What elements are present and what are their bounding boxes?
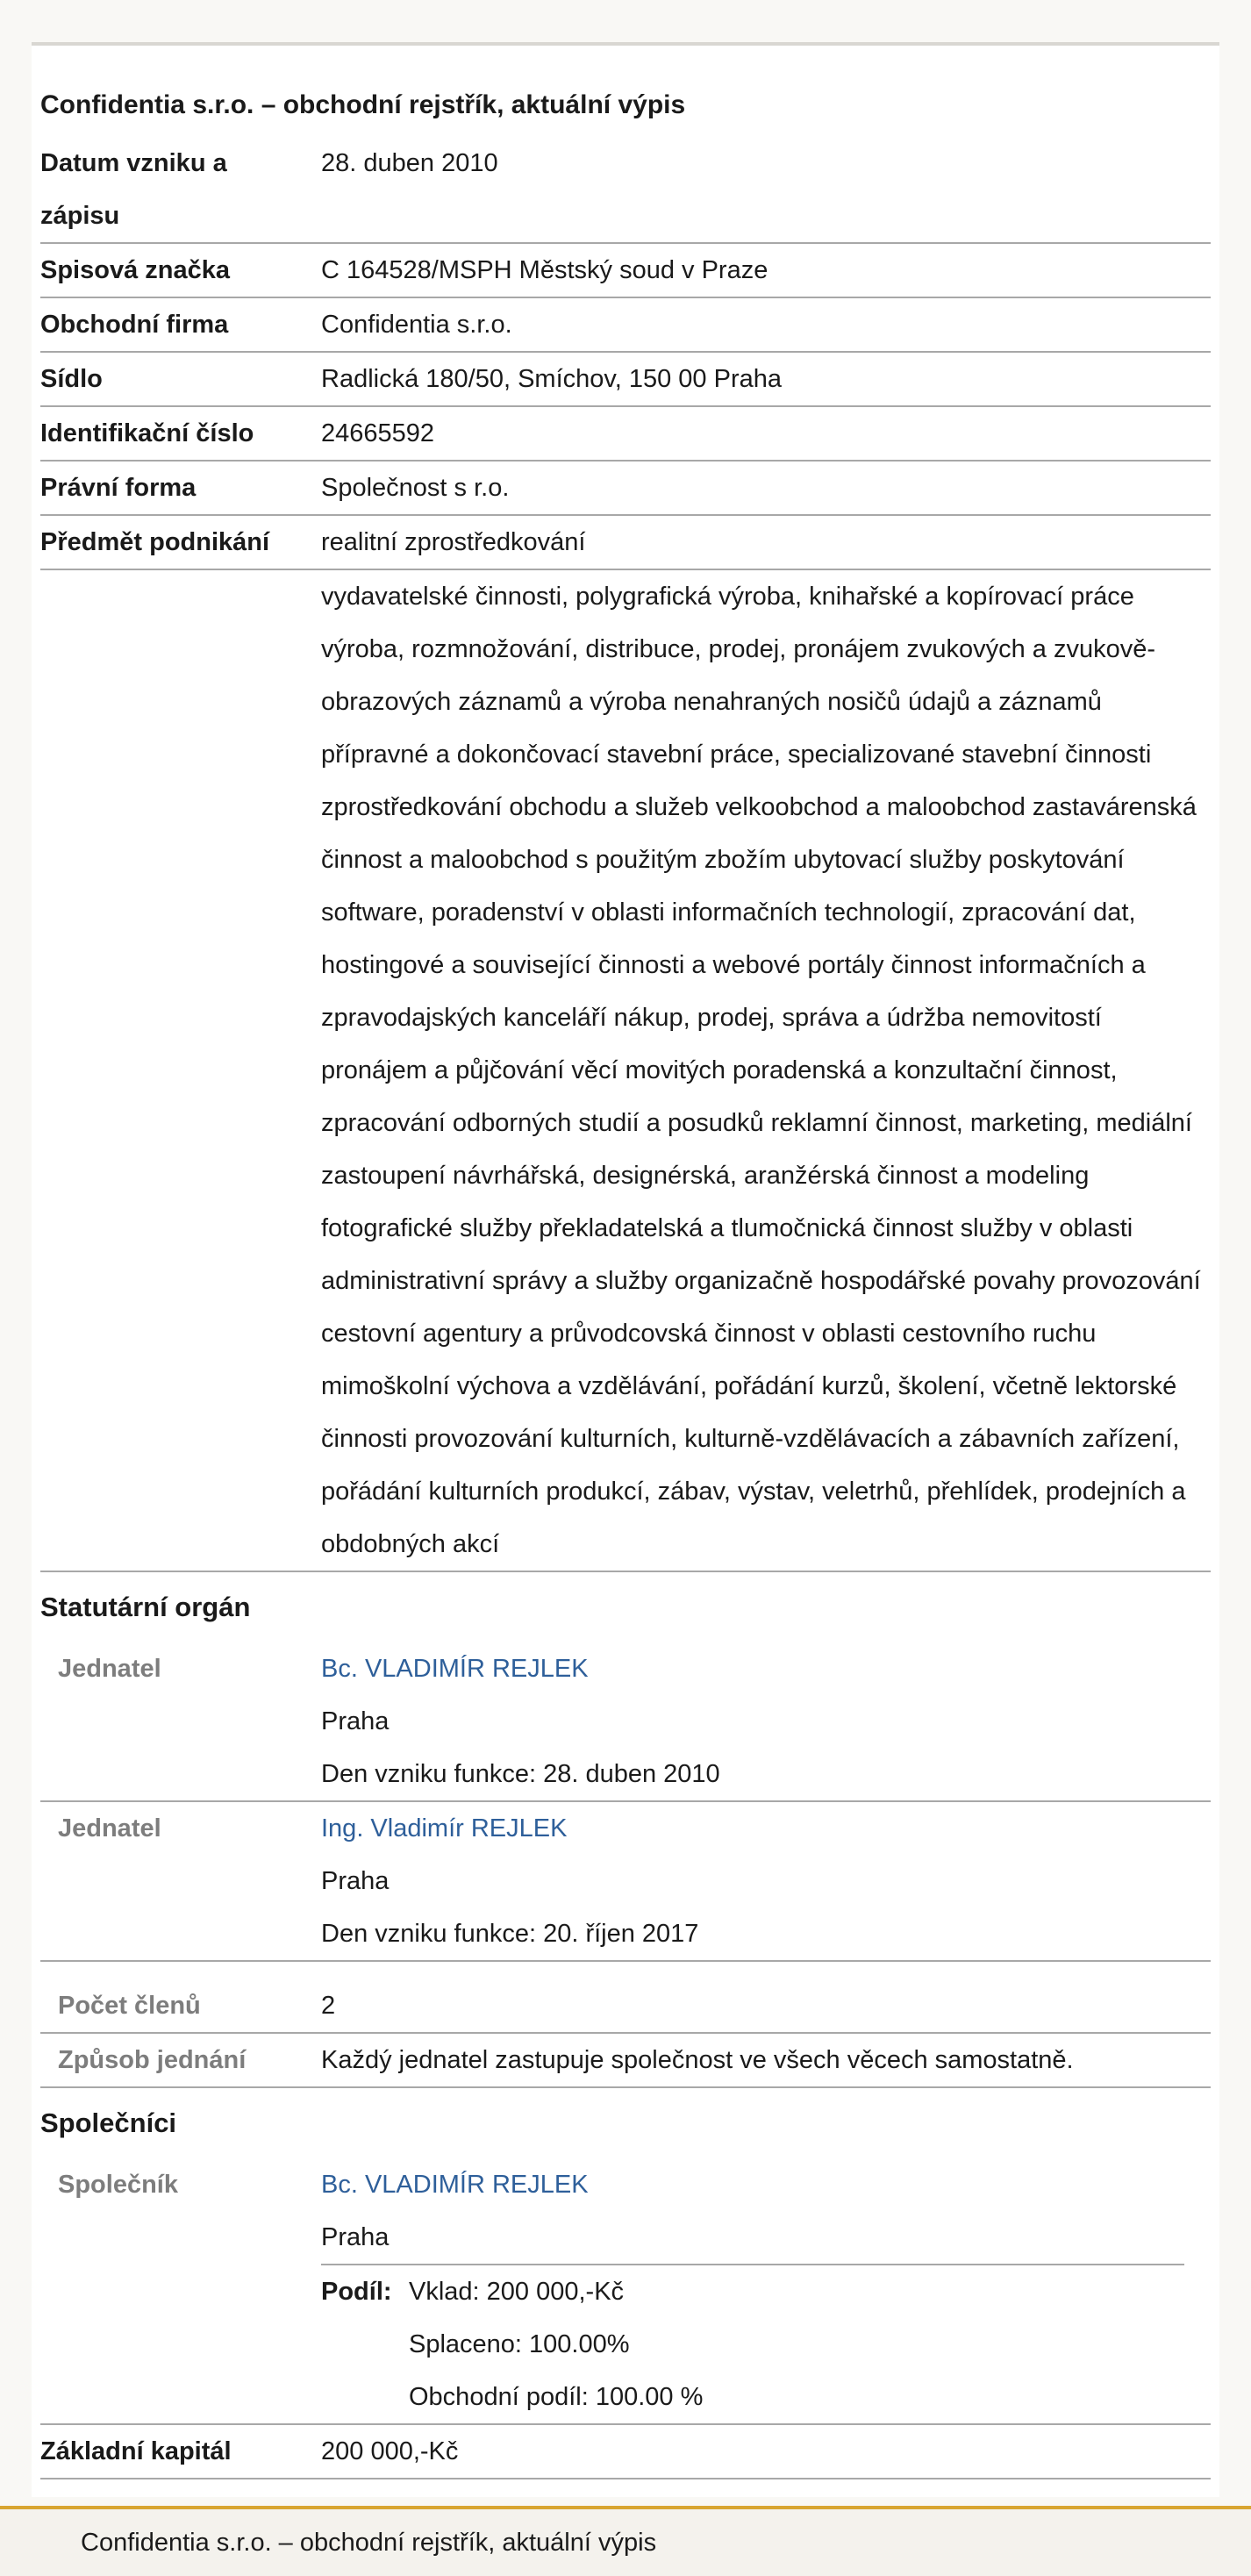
field-value: realitní zprostředkování <box>321 528 586 556</box>
field-label: Datum vzniku a zápisu <box>40 149 227 230</box>
share-label: Podíl: <box>321 2278 392 2306</box>
member-city: Praha <box>321 1707 390 1735</box>
share-obchodni-podil: Obchodní podíl: 100.00 % <box>409 2383 704 2411</box>
member-row <box>40 1642 1211 1802</box>
field-label: Předmět podnikání <box>40 528 270 556</box>
empty-label <box>40 570 321 1571</box>
row-sidlo <box>40 353 1211 407</box>
field-label: Sídlo <box>40 365 103 393</box>
row-pocet-clenu <box>40 1979 1211 2034</box>
share-details <box>409 2265 703 2423</box>
member-row <box>40 1802 1211 1962</box>
share-splaceno: Splaceno: 100.00% <box>409 2330 630 2358</box>
member-since: Den vzniku funkce: 20. říjen 2017 <box>321 1920 699 1948</box>
document-card <box>32 46 1219 2497</box>
field-label: Základní kapitál <box>40 2437 232 2465</box>
field-label: Způsob jednání <box>58 2046 247 2074</box>
section-heading-statutarni: Statutární orgán <box>40 1592 251 1622</box>
row-obchodni-firma <box>40 298 1211 353</box>
row-pravni-forma <box>40 462 1211 516</box>
field-value-long: vydavatelské činnosti, polygrafická výroba, knihařské a kopírovací práce výroba, rozmnožování, distribuce, prodej, pronájem zvukových a zvukově-obrazových záznamů a výroba nenahraných nosičů údajů a záznamů přípravné a dokončovací stavební práce, specializované stavební činnosti zprostředkování obchodu a služeb velkoobchod a maloobchod zastavárenská činnost a maloobchod s použitým zbožím ubytovací služby poskytování software, poradenství v oblasti informačních technologií, zpracování dat, hostingové a související činnosti a webové portály činnost informačních a zpravodajských kanceláří nákup, prodej, správa a údržba nemovitostí pronájem a půjčování věcí movitých poradenská a konzultační činnost, zpracování odborných studií a posudků reklamní činnost, marketing, mediální zastoupení návrhářská, designérská, aranžérská činnost a modeling fotografické služby překladatelská a tlumočnická činnost služby v oblasti administrativní správy a služby organizačně hospodářské povahy provozování cestovní agentury a průvodcovská činnost v oblasti cestovního ruchu mimoškolní výchova a vzdělávání, pořádání kurzů, školení, včetně lektorské činnosti provozování kulturních, kulturně-vzdělávacích a zábavních zařízení, pořádání kulturních produkcí, zábav, výstav, veletrhů, přehlídek, prodejních a obdobných akcí <box>321 583 1201 1558</box>
partner-details <box>321 2158 1211 2423</box>
field-value: Radlická 180/50, Smíchov, 150 00 Praha <box>321 365 783 393</box>
member-role: Jednatel <box>58 1655 161 1683</box>
member-name-link[interactable]: Ing. Vladimír REJLEK <box>321 1814 568 1843</box>
footer-text: Confidentia s.r.o. – obchodní rejstřík, aktuální výpis <box>81 2529 657 2557</box>
row-spisova-znacka <box>40 244 1211 298</box>
field-value: C 164528/MSPH Městský soud v Praze <box>321 256 768 284</box>
field-value: 24665592 <box>321 419 435 447</box>
member-since: Den vzniku funkce: 28. duben 2010 <box>321 1760 720 1788</box>
row-predmet-podnikani-extra <box>40 570 1211 1572</box>
field-value: Confidentia s.r.o. <box>321 311 512 339</box>
share-box <box>321 2264 1184 2423</box>
partner-city: Praha <box>321 2223 390 2251</box>
field-label: Spisová značka <box>40 256 230 284</box>
partner-name-link[interactable]: Bc. VLADIMÍR REJLEK <box>321 2171 589 2199</box>
field-value: Každý jednatel zastupuje společnost ve všech věcech samostatně. <box>321 2046 1074 2074</box>
field-value: 28. duben 2010 <box>321 149 498 177</box>
field-value: Společnost s r.o. <box>321 474 510 502</box>
field-value: 2 <box>321 1992 336 2020</box>
row-zakladni-kapital <box>40 2425 1211 2479</box>
footer-bar <box>0 2506 1251 2576</box>
field-label: Identifikační číslo <box>40 419 254 447</box>
field-label: Obchodní firma <box>40 311 229 339</box>
member-name-link[interactable]: Bc. VLADIMÍR REJLEK <box>321 1655 589 1683</box>
member-details <box>321 1642 1211 1800</box>
partner-role: Společník <box>58 2171 178 2199</box>
spacer <box>40 1962 1211 1979</box>
row-ico <box>40 407 1211 462</box>
row-datum-vzniku <box>40 137 1211 244</box>
document-body <box>40 81 1211 2479</box>
section-heading-spolecnici: Společníci <box>40 2107 177 2138</box>
field-label: Počet členů <box>58 1992 201 2020</box>
member-role: Jednatel <box>58 1814 161 1843</box>
field-label: Právní forma <box>40 474 197 502</box>
row-predmet-podnikani <box>40 516 1211 570</box>
page-title: Confidentia s.r.o. – obchodní rejstřík, aktuální výpis <box>40 90 686 119</box>
member-details <box>321 1802 1211 1960</box>
row-zpusob-jednani <box>40 2034 1211 2088</box>
field-value: 200 000,-Kč <box>321 2437 459 2465</box>
member-city: Praha <box>321 1867 390 1895</box>
share-vklad: Vklad: 200 000,-Kč <box>409 2278 625 2306</box>
partner-row <box>40 2158 1211 2425</box>
